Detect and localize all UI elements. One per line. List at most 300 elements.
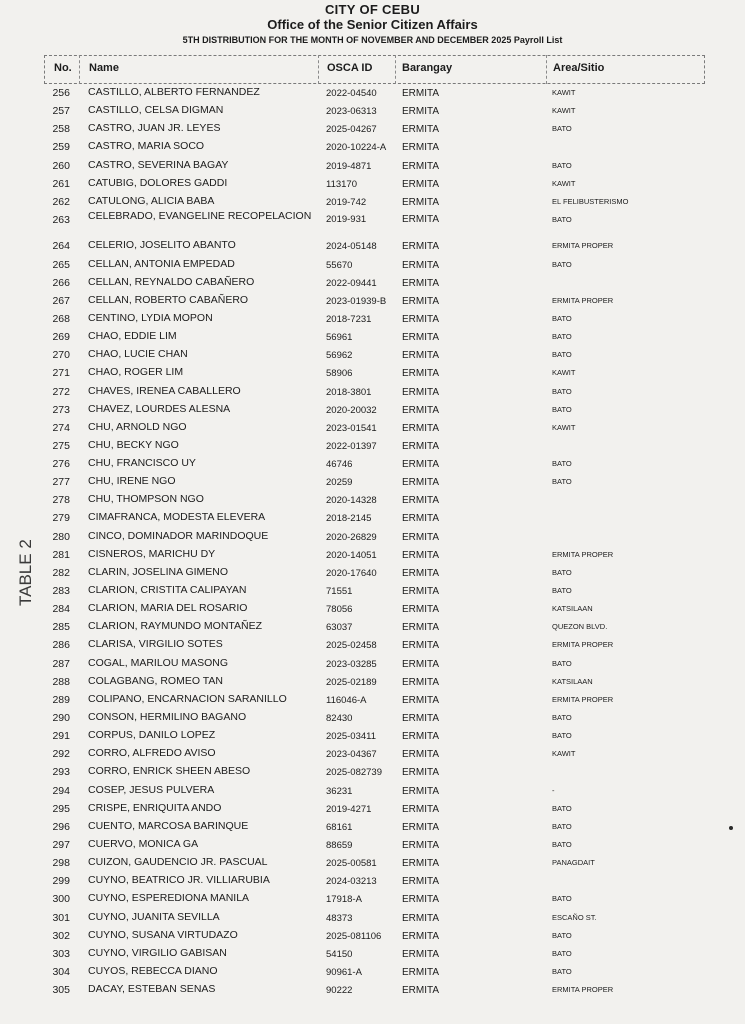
row-name: CORPUS, DANILO LOPEZ — [88, 729, 216, 742]
column-divider — [395, 55, 396, 84]
table-row — [0, 274, 745, 292]
row-name: COLAGBANG, ROMEO TAN — [88, 674, 223, 687]
row-barangay: ERMITA — [402, 694, 440, 706]
row-barangay: ERMITA — [402, 640, 440, 652]
row-number: 294 — [52, 784, 70, 797]
table-row — [0, 745, 745, 763]
row-area-sitio: BATO — [552, 259, 572, 269]
row-name: CENTINO, LYDIA MOPON — [88, 311, 213, 324]
row-barangay: ERMITA — [402, 567, 440, 579]
table-row — [0, 292, 745, 310]
row-barangay: ERMITA — [402, 767, 440, 779]
row-osca-id: 20259 — [326, 477, 353, 489]
row-number: 292 — [52, 748, 70, 761]
row-osca-id: 54150 — [326, 948, 353, 960]
row-barangay: ERMITA — [402, 930, 440, 942]
row-osca-id: 2025-081106 — [326, 930, 382, 942]
row-name: CATULONG, ALICIA BABA — [88, 194, 215, 207]
office-title: Office of the Senior Citizen Affairs — [267, 17, 478, 32]
row-number: 289 — [52, 693, 70, 706]
row-number: 293 — [52, 766, 70, 779]
row-barangay: ERMITA — [402, 178, 440, 190]
row-osca-id: 2018-7231 — [326, 313, 372, 325]
row-area-sitio: BATO — [552, 731, 572, 741]
row-number: 257 — [52, 105, 70, 118]
row-name: COSEP, JESUS PULVERA — [88, 783, 215, 796]
row-osca-id: 2024-03213 — [326, 876, 377, 888]
row-name: CELEBRADO, EVANGELINE RECOPELACION — [88, 209, 312, 222]
row-area-sitio: BATO — [552, 350, 572, 360]
row-name: CELLAN, REYNALDO CABAÑERO — [88, 275, 255, 288]
table-row — [0, 473, 745, 491]
row-area-sitio: BATO — [552, 586, 572, 596]
handwritten-note-text: TABLE 2 — [16, 539, 35, 606]
row-name: CLARISA, VIRGILIO SOTES — [88, 638, 223, 651]
row-osca-id: 2020-14051 — [326, 549, 377, 561]
row-area-sitio: KATSILAAN — [552, 604, 593, 614]
table-row — [0, 401, 745, 419]
row-barangay: ERMITA — [402, 332, 440, 344]
table-row — [0, 193, 745, 211]
table-row — [0, 509, 745, 527]
row-number: 268 — [52, 312, 70, 325]
row-name: COGAL, MARILOU MASONG — [88, 656, 229, 669]
row-area-sitio: BATO — [552, 948, 572, 958]
table-row — [0, 138, 745, 156]
row-area-sitio: BATO — [552, 214, 572, 224]
table-row — [0, 600, 745, 618]
row-number: 273 — [52, 403, 70, 416]
table-row — [0, 890, 745, 908]
row-name: CHAVES, IRENEA CABALLERO — [88, 384, 241, 397]
row-osca-id: 88659 — [326, 840, 353, 852]
row-number: 296 — [52, 820, 70, 833]
row-barangay: ERMITA — [402, 477, 440, 489]
row-number: 286 — [52, 639, 70, 652]
row-number: 300 — [52, 893, 70, 906]
row-area-sitio: ERMITA PROPER — [552, 694, 614, 704]
row-barangay: ERMITA — [402, 459, 440, 471]
table-row — [0, 346, 745, 364]
table-row — [0, 328, 745, 346]
row-barangay: ERMITA — [402, 196, 440, 208]
row-name: CORRO, ALFREDO AVISO — [88, 747, 216, 760]
row-area-sitio: ERMITA PROPER — [552, 640, 614, 650]
row-osca-id: 48373 — [326, 912, 353, 924]
row-area-sitio: BATO — [552, 713, 572, 723]
row-number: 299 — [52, 875, 70, 888]
row-barangay: ERMITA — [402, 124, 440, 136]
row-number: 263 — [52, 213, 70, 226]
table-row — [0, 872, 745, 890]
row-name: CASTILLO, ALBERTO FERNANDEZ — [88, 86, 260, 98]
row-number: 280 — [52, 530, 70, 543]
table-row — [0, 528, 745, 546]
row-osca-id: 71551 — [326, 586, 353, 598]
table-row — [0, 727, 745, 745]
row-area-sitio: BATO — [552, 124, 572, 134]
row-name: CUYNO, JUANITA SEVILLA — [88, 910, 220, 923]
table-header-box — [44, 55, 705, 84]
row-barangay: ERMITA — [402, 241, 440, 253]
row-name: CISNEROS, MARICHU DY — [88, 547, 216, 560]
row-barangay: ERMITA — [402, 531, 440, 543]
row-number: 279 — [52, 512, 70, 525]
row-barangay: ERMITA — [402, 142, 440, 154]
row-barangay: ERMITA — [402, 967, 440, 978]
table-row — [0, 709, 745, 727]
row-name: CHU, ARNOLD NGO — [88, 420, 187, 433]
row-number: 288 — [52, 675, 70, 688]
row-number: 301 — [52, 911, 70, 924]
row-name: CATUBIG, DOLORES GADDI — [88, 176, 228, 189]
row-name: COLIPANO, ENCARNACION SARANILLO — [88, 692, 287, 705]
row-number: 267 — [52, 294, 70, 307]
row-osca-id: 2025-082739 — [326, 767, 382, 779]
row-name: CELLAN, ROBERTO CABAÑERO — [88, 293, 249, 306]
table-row — [0, 437, 745, 455]
row-osca-id: 17918-A — [326, 894, 362, 906]
table-row — [0, 120, 745, 138]
row-area-sitio: BATO — [552, 840, 572, 850]
table-row — [0, 945, 745, 963]
row-name: CHAO, EDDIE LIM — [88, 330, 177, 343]
column-divider — [318, 55, 319, 84]
row-barangay: ERMITA — [402, 350, 440, 362]
row-name: CASTRO, JUAN JR. LEYES — [88, 122, 221, 135]
row-number: 258 — [52, 123, 70, 136]
row-name: CHU, BECKY NGO — [88, 438, 179, 451]
table-row — [0, 618, 745, 636]
row-name: CUYOS, REBECCA DIANO — [88, 965, 218, 977]
row-name: CIMAFRANCA, MODESTA ELEVERA — [88, 511, 266, 524]
table-row — [0, 782, 745, 800]
table-row — [0, 455, 745, 473]
row-number: 287 — [52, 657, 70, 670]
row-barangay: ERMITA — [402, 713, 440, 725]
row-barangay: ERMITA — [402, 440, 440, 452]
row-barangay: ERMITA — [402, 368, 440, 380]
row-barangay: ERMITA — [402, 404, 440, 416]
row-barangay: ERMITA — [402, 549, 440, 561]
column-divider — [79, 55, 80, 84]
table-row — [0, 419, 745, 437]
row-number: 270 — [52, 349, 70, 362]
row-barangay: ERMITA — [402, 313, 440, 325]
row-number: 256 — [52, 87, 70, 99]
row-number: 277 — [52, 476, 70, 489]
row-barangay: ERMITA — [402, 894, 440, 906]
row-name: CHU, THOMPSON NGO — [88, 493, 204, 506]
row-area-sitio: BATO — [552, 477, 572, 487]
row-number: 266 — [52, 276, 70, 289]
row-number: 285 — [52, 621, 70, 634]
row-area-sitio: KAWIT — [552, 106, 576, 116]
row-name: CUYNO, ESPEREDIONA MANILA — [88, 892, 250, 905]
payroll-subtitle: 5TH DISTRIBUTION FOR THE MONTH OF NOVEMBER AND DECEMBER 2025 Payroll List — [182, 35, 563, 45]
row-name: CELERIO, JOSELITO ABANTO — [88, 239, 236, 252]
row-osca-id: 2023-01939-B — [326, 295, 387, 307]
row-osca-id: 2020-10224-A — [326, 142, 387, 154]
row-area-sitio: - — [552, 785, 555, 795]
row-area-sitio: EL FELIBUSTERISMO — [552, 196, 629, 206]
row-osca-id: 2025-00581 — [326, 858, 377, 870]
row-name: CASTRO, MARIA SOCO — [88, 140, 205, 153]
row-barangay: ERMITA — [402, 803, 440, 815]
row-area-sitio: BATO — [552, 894, 572, 904]
row-area-sitio: BATO — [552, 821, 572, 831]
row-name: CUYNO, SUSANA VIRTUDAZO — [88, 928, 238, 941]
ink-mark — [729, 826, 733, 830]
row-barangay: ERMITA — [402, 622, 440, 634]
row-barangay: ERMITA — [402, 858, 440, 870]
row-number: 269 — [52, 331, 70, 344]
row-name: CLARION, CRISTITA CALIPAYAN — [88, 584, 247, 597]
table-row — [0, 927, 745, 945]
table-row — [0, 364, 745, 382]
row-number: 297 — [52, 839, 70, 852]
row-barangay: ERMITA — [402, 985, 440, 997]
row-number: 295 — [52, 802, 70, 815]
row-area-sitio: BATO — [552, 386, 572, 396]
row-osca-id: 78056 — [326, 604, 353, 616]
row-area-sitio: BATO — [552, 567, 572, 577]
row-number: 260 — [52, 159, 70, 172]
row-osca-id: 2023-04367 — [326, 749, 377, 761]
row-osca-id: 46746 — [326, 459, 353, 471]
row-osca-id: 2020-20032 — [326, 404, 377, 416]
row-name: CASTILLO, CELSA DIGMAN — [88, 104, 224, 117]
row-osca-id: 2023-01541 — [326, 422, 377, 434]
row-barangay: ERMITA — [402, 604, 440, 616]
table-row — [0, 211, 745, 237]
table-row — [0, 963, 745, 981]
row-osca-id: 2020-26829 — [326, 531, 377, 543]
document-header — [0, 2, 745, 46]
row-number: 276 — [52, 458, 70, 471]
row-area-sitio: BATO — [552, 160, 572, 170]
row-barangay: ERMITA — [402, 676, 440, 688]
row-osca-id: 2020-14328 — [326, 495, 377, 507]
table-row — [0, 818, 745, 836]
row-number: 271 — [52, 367, 70, 380]
row-barangay: ERMITA — [402, 876, 440, 888]
table-row — [0, 491, 745, 509]
row-osca-id: 90222 — [326, 985, 353, 997]
table-row — [0, 836, 745, 854]
row-barangay: ERMITA — [402, 277, 440, 289]
row-name: CUERVO, MONICA GA — [88, 838, 199, 851]
row-area-sitio: KAWIT — [552, 422, 576, 432]
table-row — [0, 546, 745, 564]
row-area-sitio: BATO — [552, 967, 572, 976]
row-barangay: ERMITA — [402, 295, 440, 307]
table-row — [0, 175, 745, 193]
row-area-sitio: QUEZON BLVD. — [552, 622, 608, 632]
col-header-osca-id: OSCA ID — [327, 62, 373, 74]
row-name: DACAY, ESTEBAN SENAS — [88, 983, 216, 996]
row-area-sitio: BATO — [552, 930, 572, 940]
row-osca-id: 56961 — [326, 332, 353, 344]
row-area-sitio: KATSILAAN — [552, 676, 593, 686]
payroll-table-body — [0, 84, 745, 999]
row-osca-id: 55670 — [326, 259, 353, 271]
row-barangay: ERMITA — [402, 495, 440, 507]
row-osca-id: 2019-4871 — [326, 160, 372, 172]
handwritten-table-note — [14, 508, 38, 608]
row-number: 304 — [52, 966, 70, 978]
row-name: CRISPE, ENRIQUITA ANDO — [88, 801, 222, 814]
row-area-sitio: KAWIT — [552, 368, 576, 378]
row-name: CHU, FRANCISCO UY — [88, 457, 196, 470]
row-osca-id: 90961-A — [326, 967, 362, 978]
row-area-sitio: BATO — [552, 803, 572, 813]
row-area-sitio: ERMITA PROPER — [552, 295, 614, 305]
row-barangay: ERMITA — [402, 658, 440, 670]
row-osca-id: 2022-04540 — [326, 88, 377, 99]
row-name: CUYNO, BEATRICO JR. VILLIARUBIA — [88, 874, 270, 887]
row-barangay: ERMITA — [402, 106, 440, 118]
row-number: 298 — [52, 857, 70, 870]
table-row — [0, 383, 745, 401]
row-number: 264 — [52, 240, 70, 253]
col-header-area: Area/Sitio — [553, 62, 605, 74]
column-divider — [546, 55, 547, 84]
col-header-barangay: Barangay — [402, 62, 453, 74]
table-row — [0, 800, 745, 818]
row-number: 261 — [52, 177, 70, 190]
row-number: 284 — [52, 603, 70, 616]
row-osca-id: 2023-03285 — [326, 658, 377, 670]
row-area-sitio: ERMITA PROPER — [552, 549, 614, 559]
row-name: CHAO, ROGER LIM — [88, 366, 184, 379]
row-barangay: ERMITA — [402, 88, 440, 99]
row-name: CINCO, DOMINADOR MARINDOQUE — [88, 529, 269, 542]
table-row — [0, 763, 745, 781]
table-row — [0, 854, 745, 872]
col-header-no: No. — [54, 62, 72, 74]
row-number: 302 — [52, 929, 70, 942]
row-osca-id: 113170 — [326, 178, 357, 190]
row-name: CUIZON, GAUDENCIO JR. PASCUAL — [88, 856, 268, 869]
row-barangay: ERMITA — [402, 386, 440, 398]
table-row — [0, 636, 745, 654]
row-name: CELLAN, ANTONIA EMPEDAD — [88, 257, 235, 270]
row-number: 272 — [52, 385, 70, 398]
row-barangay: ERMITA — [402, 586, 440, 598]
row-number: 283 — [52, 585, 70, 598]
row-osca-id: 2024-05148 — [326, 241, 377, 253]
row-osca-id: 68161 — [326, 821, 353, 833]
row-number: 259 — [52, 141, 70, 154]
row-area-sitio: BATO — [552, 313, 572, 323]
row-area-sitio: ESCAÑO ST. — [552, 912, 597, 922]
row-area-sitio: BATO — [552, 459, 572, 469]
row-area-sitio: BATO — [552, 332, 572, 342]
row-barangay: ERMITA — [402, 948, 440, 960]
row-barangay: ERMITA — [402, 160, 440, 172]
row-name: CUENTO, MARCOSA BARINQUE — [88, 819, 249, 832]
row-area-sitio: KAWIT — [552, 178, 576, 188]
table-row — [0, 981, 745, 999]
table-row — [0, 84, 745, 102]
row-area-sitio: ERMITA PROPER — [552, 985, 614, 995]
row-barangay: ERMITA — [402, 749, 440, 761]
row-number: 274 — [52, 421, 70, 434]
row-barangay: ERMITA — [402, 513, 440, 525]
row-osca-id: 2025-02458 — [326, 640, 377, 652]
row-osca-id: 56962 — [326, 350, 353, 362]
row-barangay: ERMITA — [402, 912, 440, 924]
row-osca-id: 2018-2145 — [326, 513, 372, 525]
row-number: 291 — [52, 730, 70, 743]
table-row — [0, 582, 745, 600]
row-number: 281 — [52, 548, 70, 561]
row-name: CLARIN, JOSELINA GIMENO — [88, 565, 229, 578]
row-number: 282 — [52, 566, 70, 579]
row-osca-id: 82430 — [326, 713, 353, 725]
row-osca-id: 2019-4271 — [326, 803, 372, 815]
row-name: CLARION, MARIA DEL ROSARIO — [88, 602, 248, 615]
table-row — [0, 102, 745, 120]
row-osca-id: 116046-A — [326, 694, 367, 706]
row-number: 305 — [52, 984, 70, 997]
row-osca-id: 2025-02189 — [326, 676, 377, 688]
row-number: 262 — [52, 195, 70, 208]
row-osca-id: 2020-17640 — [326, 567, 377, 579]
row-osca-id: 58906 — [326, 368, 353, 380]
row-osca-id: 36231 — [326, 785, 353, 797]
row-name: CASTRO, SEVERINA BAGAY — [88, 158, 229, 171]
table-row — [0, 157, 745, 175]
row-barangay: ERMITA — [402, 785, 440, 797]
row-name: CUYNO, VIRGILIO GABISAN — [88, 946, 227, 959]
table-row — [0, 909, 745, 927]
row-area-sitio: KAWIT — [552, 749, 576, 759]
row-barangay: ERMITA — [402, 731, 440, 743]
row-number: 303 — [52, 947, 70, 960]
row-barangay: ERMITA — [402, 821, 440, 833]
table-row — [0, 310, 745, 328]
row-name: CLARION, RAYMUNDO MONTAÑEZ — [88, 620, 263, 633]
row-barangay: ERMITA — [402, 213, 440, 225]
row-number: 278 — [52, 494, 70, 507]
row-barangay: ERMITA — [402, 259, 440, 271]
row-osca-id: 2022-01397 — [326, 440, 377, 452]
row-area-sitio: ERMITA PROPER — [552, 241, 614, 251]
row-osca-id: 2025-03411 — [326, 731, 377, 743]
row-barangay: ERMITA — [402, 840, 440, 852]
city-title: CITY OF CEBU — [324, 2, 421, 17]
row-osca-id: 2025-04267 — [326, 124, 377, 136]
row-number: 275 — [52, 439, 70, 452]
row-osca-id: 2022-09441 — [326, 277, 377, 289]
table-row — [0, 673, 745, 691]
row-number: 290 — [52, 712, 70, 725]
row-area-sitio: PANAGDAIT — [552, 858, 595, 868]
table-row — [0, 564, 745, 582]
row-name: CONSON, HERMILINO BAGANO — [88, 711, 247, 724]
row-name: CHAO, LUCIE CHAN — [88, 348, 188, 361]
row-area-sitio: BATO — [552, 404, 572, 414]
col-header-name: Name — [89, 62, 119, 74]
table-row — [0, 655, 745, 673]
row-osca-id: 2019-742 — [326, 196, 367, 208]
table-row — [0, 256, 745, 274]
row-osca-id: 63037 — [326, 622, 353, 634]
row-barangay: ERMITA — [402, 422, 440, 434]
row-area-sitio: KAWIT — [552, 88, 576, 97]
